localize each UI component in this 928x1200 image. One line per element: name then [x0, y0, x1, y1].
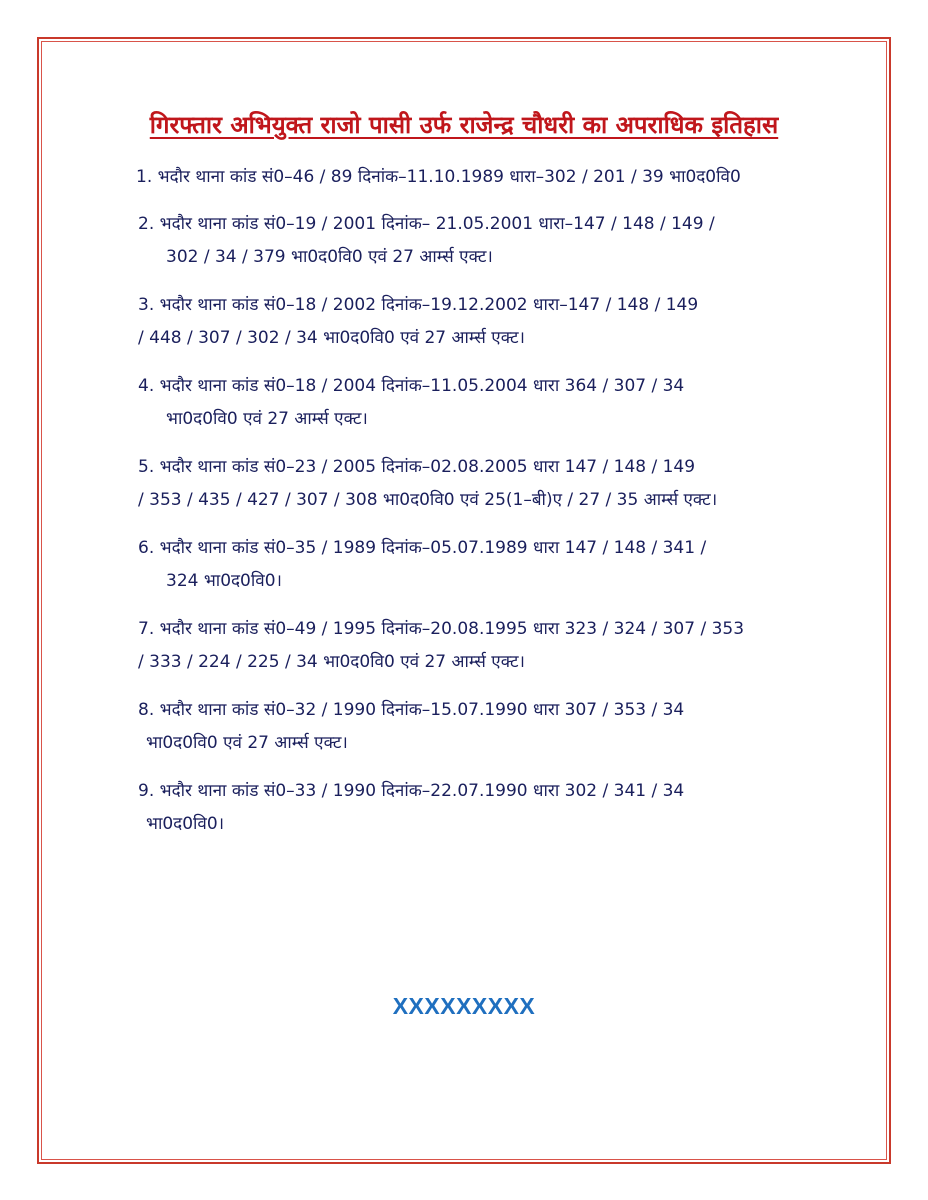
entry-5-line-1: 5. भदौर थाना कांड सं0–23 / 2005 दिनांक–02.08.2005 धारा 147 / 148 / 149	[138, 457, 696, 477]
entry-3-line-1: 3. भदौर थाना कांड सं0–18 / 2002 दिनांक–19.12.2002 धारा–147 / 148 / 149	[138, 295, 699, 315]
entry-7-line-1: 7. भदौर थाना कांड सं0–49 / 1995 दिनांक–20.08.1995 धारा 323 / 324 / 307 / 353	[138, 619, 745, 639]
entry-7-line-2: / 333 / 224 / 225 / 34 भा0द0वि0 एवं 27 आर्म्स एक्ट।	[138, 652, 525, 672]
redacted-signature-mark: XXXXXXXXX	[392, 993, 536, 1019]
document-title: गिरफ्तार अभियुक्त राजो पासी उर्फ राजेन्द्र चौधरी का अपराधिक इतिहास	[149, 111, 779, 139]
entry-1-line-1: 1. भदौर थाना कांड सं0–46 / 89 दिनांक–11.10.1989 धारा–302 / 201 / 39 भा0द0वि0	[136, 167, 741, 187]
entry-8-line-2: भा0द0वि0 एवं 27 आर्म्स एक्ट।	[146, 733, 348, 753]
entry-2-line-1: 2. भदौर थाना कांड सं0–19 / 2001 दिनांक– 21.05.2001 धारा–147 / 148 / 149 /	[138, 214, 715, 234]
entry-9-line-1: 9. भदौर थाना कांड सं0–33 / 1990 दिनांक–22.07.1990 धारा 302 / 341 / 34	[138, 781, 685, 801]
entry-4-line-1: 4. भदौर थाना कांड सं0–18 / 2004 दिनांक–11.05.2004 धारा 364 / 307 / 34	[138, 376, 685, 396]
entry-3-line-2: / 448 / 307 / 302 / 34 भा0द0वि0 एवं 27 आर्म्स एक्ट।	[138, 328, 525, 348]
entry-5-line-2: / 353 / 435 / 427 / 307 / 308 भा0द0वि0 एवं 25(1–बी)ए / 27 / 35 आर्म्स एक्ट।	[138, 490, 718, 510]
entry-6-line-1: 6. भदौर थाना कांड सं0–35 / 1989 दिनांक–05.07.1989 धारा 147 / 148 / 341 /	[138, 538, 707, 558]
entry-2-line-2: 302 / 34 / 379 भा0द0वि0 एवं 27 आर्म्स एक्ट।	[166, 247, 493, 267]
entry-6-line-2: 324 भा0द0वि0।	[166, 571, 282, 591]
entry-9-line-2: भा0द0वि0।	[146, 814, 225, 834]
entry-4-line-2: भा0द0वि0 एवं 27 आर्म्स एक्ट।	[166, 409, 368, 429]
entry-8-line-1: 8. भदौर थाना कांड सं0–32 / 1990 दिनांक–15.07.1990 धारा 307 / 353 / 34	[138, 700, 685, 720]
